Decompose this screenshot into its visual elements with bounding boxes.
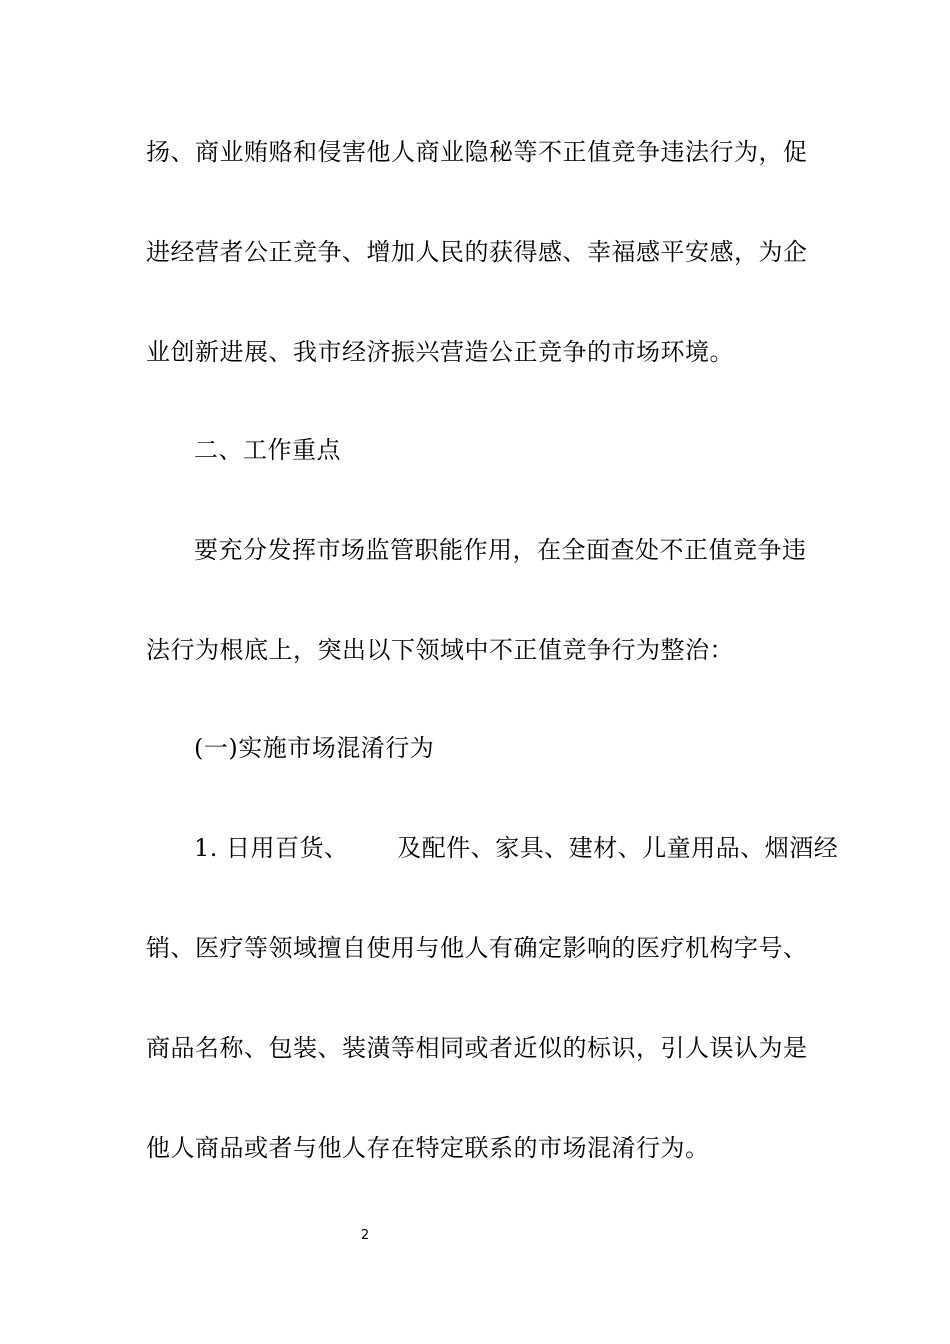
subsection-heading: (一)实施市场混淆行为 <box>194 734 435 762</box>
paragraph-line-3: 业创新进展、我市经济振兴营造公正竞争的市场环境。 <box>146 338 734 366</box>
paragraph-line-4: 要充分发挥市场监管职能作用，在全面查处不正值竞争违 <box>194 536 807 564</box>
list-item-line-3: 商品名称、包装、装潢等相同或者近似的标识，引人误认为是 <box>146 1034 808 1062</box>
list-item-line-1: 1. 日用百货、 及配件、家具、建材、儿童用品、烟酒经 <box>194 834 839 862</box>
paragraph-line-2: 进经营者公正竞争、增加人民的获得感、幸福感平安感，为企 <box>146 238 808 266</box>
paragraph-line-5: 法行为根底上，突出以下领域中不正值竞争行为整治： <box>146 636 734 664</box>
section-heading: 二、工作重点 <box>194 436 341 464</box>
list-item-line-2: 销、医疗等领域擅自使用与他人有确定影响的医疗机构字号、 <box>146 934 808 962</box>
page-number: 2 <box>360 1228 370 1243</box>
paragraph-line-1: 扬、商业贿赂和侵害他人商业隐秘等不正值竞争违法行为，促 <box>146 138 808 166</box>
list-item-line-4: 他人商品或者与他人存在特定联系的市场混淆行为。 <box>146 1134 710 1162</box>
